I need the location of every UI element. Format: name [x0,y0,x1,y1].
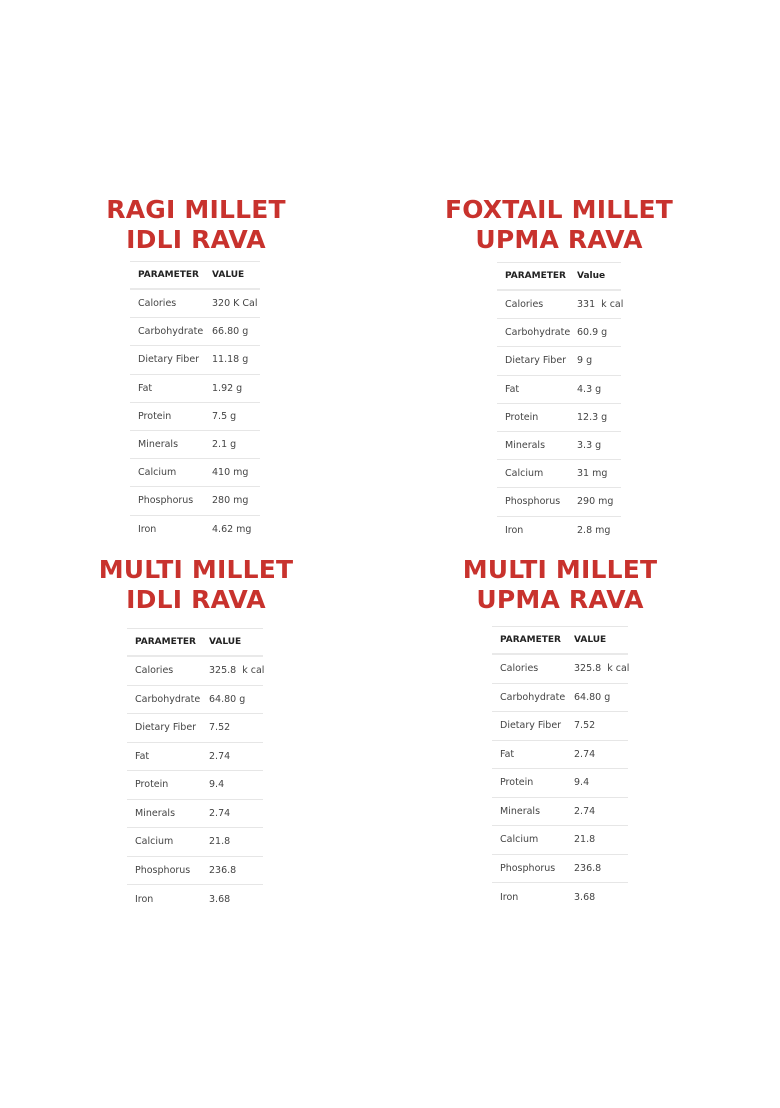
section-title [96,555,296,615]
table-row [492,855,628,884]
table-row [130,459,260,487]
row-parameter: Carbohydrate [135,693,201,705]
row-value: 331 k cal [577,299,624,311]
row-value: 2.1 g [212,439,237,451]
row-value: 64.80 g [574,691,611,703]
table-row [127,800,263,829]
section-title [460,555,660,615]
row-parameter: Iron [500,891,519,903]
header-parameter: PARAMETER [500,635,561,645]
row-value: 2.74 [574,805,596,817]
table-row [492,712,628,741]
table-row [127,828,263,857]
row-parameter: Protein [505,411,539,423]
row-value: 9.4 [209,779,225,791]
table-row [497,488,621,516]
row-parameter: Phosphorus [505,496,561,508]
row-value: 236.8 [209,864,237,876]
nutrition-table [127,628,263,914]
header-value: VALUE [209,637,242,647]
nutrition-table [492,626,628,912]
row-parameter: Iron [138,524,157,536]
row-parameter: Dietary Fiber [500,720,562,732]
table-row [497,517,621,545]
row-parameter: Protein [135,779,169,791]
row-parameter: Fat [505,383,520,395]
row-value: 21.8 [574,834,596,846]
table-row [130,403,260,431]
row-parameter: Fat [138,382,153,394]
row-value: 21.8 [209,836,231,848]
row-value: 7.5 g [212,410,237,422]
row-value: 1.92 g [212,382,243,394]
title-line-2: UPMA RAVA [475,225,643,254]
row-value: 9.4 [574,777,590,789]
row-value: 410 mg [212,467,249,479]
row-parameter: Minerals [500,805,541,817]
row-value: 3.3 g [577,440,602,452]
table-row [492,741,628,770]
row-value: 3.68 [574,891,596,903]
row-parameter: Dietary Fiber [505,355,567,367]
table-row [130,516,260,544]
row-value: 31 mg [577,468,608,480]
row-parameter: Calcium [135,836,174,848]
table-row [497,347,621,375]
section-title [434,195,684,255]
header-value: Value [577,271,606,281]
header-parameter: PARAMETER [505,271,566,281]
table-row [497,319,621,347]
table-row [130,431,260,459]
section-title [96,195,296,255]
row-parameter: Carbohydrate [505,327,571,339]
row-value: 2.74 [209,807,231,819]
table-header-row [492,626,628,655]
row-value: 236.8 [574,862,602,874]
title-line-1: RAGI MILLET [106,195,286,224]
table-row [497,376,621,404]
row-value: 7.52 [574,720,596,732]
table-row [492,655,628,684]
header-value: VALUE [574,635,607,645]
row-parameter: Minerals [505,440,546,452]
row-value: 320 K Cal [212,298,258,310]
title-line-2: UPMA RAVA [476,585,644,614]
table-row [492,684,628,713]
row-value: 12.3 g [577,411,608,423]
header-parameter: PARAMETER [138,270,199,280]
row-parameter: Carbohydrate [138,326,204,338]
title-line-1: FOXTAIL MILLET [444,195,674,224]
row-value: 4.62 mg [212,524,252,536]
row-parameter: Calcium [505,468,544,480]
row-parameter: Calories [135,665,174,677]
row-parameter: Calories [505,299,544,311]
row-parameter: Iron [135,893,154,905]
row-value: 64.80 g [209,693,246,705]
row-value: 4.3 g [577,383,602,395]
row-parameter: Protein [138,410,172,422]
header-parameter: PARAMETER [135,637,196,647]
row-parameter: Dietary Fiber [138,354,200,366]
row-parameter: Iron [505,525,524,537]
table-row [130,346,260,374]
row-value: 325.8 k cal [209,665,265,677]
table-row [492,798,628,827]
row-value: 290 mg [577,496,614,508]
table-row [127,686,263,715]
table-row [130,290,260,318]
table-row [127,771,263,800]
table-row [492,826,628,855]
row-value: 2.8 mg [577,525,611,537]
table-header-row [127,628,263,657]
row-value: 2.74 [574,748,596,760]
row-parameter: Calcium [138,467,177,479]
table-row [497,404,621,432]
table-row [492,769,628,798]
row-parameter: Protein [500,777,534,789]
row-parameter: Dietary Fiber [135,722,197,734]
row-parameter: Fat [500,748,515,760]
row-parameter: Fat [135,750,150,762]
table-row [127,657,263,686]
row-value: 11.18 g [212,354,249,366]
row-value: 280 mg [212,495,249,507]
row-parameter: Minerals [135,807,176,819]
row-parameter: Calories [138,298,177,310]
header-value: VALUE [212,270,245,280]
title-line-2: IDLI RAVA [126,585,266,614]
table-row [127,714,263,743]
row-parameter: Calcium [500,834,539,846]
table-row [497,460,621,488]
table-header-row [497,262,621,291]
table-row [130,487,260,515]
table-row [497,432,621,460]
nutrition-table [497,262,624,545]
row-parameter: Phosphorus [135,864,191,876]
row-value: 9 g [577,355,593,367]
table-row [130,318,260,346]
nutrition-table [130,261,260,544]
table-row [497,291,624,319]
row-parameter: Minerals [138,439,179,451]
row-parameter: Carbohydrate [500,691,566,703]
row-value: 66.80 g [212,326,249,338]
row-value: 325.8 k cal [574,663,630,675]
row-value: 3.68 [209,893,231,905]
table-row [130,375,260,403]
table-row [127,743,263,772]
title-line-1: MULTI MILLET [98,555,294,584]
row-value: 60.9 g [577,327,608,339]
table-row [127,857,263,886]
row-value: 7.52 [209,722,231,734]
row-parameter: Phosphorus [500,862,556,874]
row-value: 2.74 [209,750,231,762]
row-parameter: Calories [500,663,539,675]
table-row [127,885,263,914]
title-line-1: MULTI MILLET [462,555,658,584]
row-parameter: Phosphorus [138,495,194,507]
table-header-row [130,261,260,290]
table-row [492,883,628,912]
title-line-2: IDLI RAVA [126,225,266,254]
